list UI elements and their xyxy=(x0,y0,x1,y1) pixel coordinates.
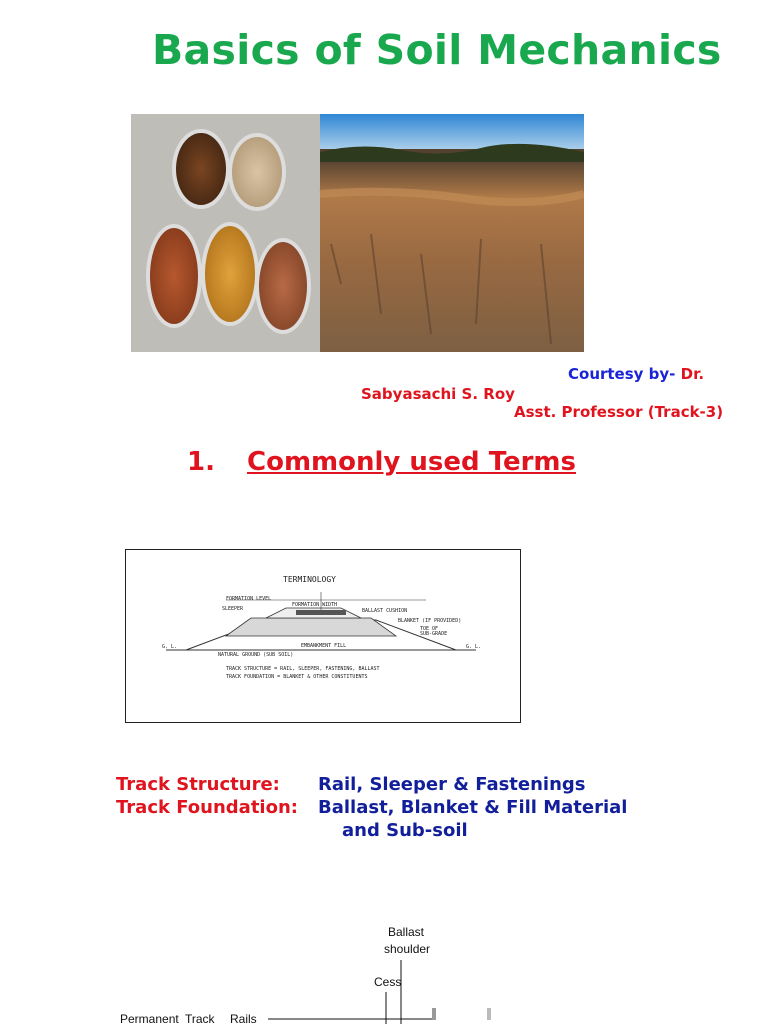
soil-photo-image xyxy=(131,114,584,352)
credit-dr: Dr. xyxy=(680,365,705,383)
label-shoulder: shoulder xyxy=(384,942,431,956)
credit-prefix: Courtesy by- xyxy=(568,365,676,383)
credit-name: Sabyasachi S. Roy xyxy=(361,385,515,403)
def-term-track-structure: Track Structure: xyxy=(116,774,280,795)
def-value-continuation: and Sub-soil xyxy=(342,820,468,841)
label-formation-width: FORMATION WIDTH xyxy=(292,602,338,608)
def-value-track-foundation: Ballast, Blanket & Fill Material xyxy=(318,797,628,818)
credit-line-1 xyxy=(568,365,704,383)
label-embankment: EMBANKMENT FILL xyxy=(301,643,347,649)
section-heading xyxy=(187,447,576,477)
label-gl-right: G. L. xyxy=(466,644,482,650)
label-gl-left: G. L. xyxy=(162,644,178,650)
section-number: 1. xyxy=(187,447,215,477)
terminology-diagram xyxy=(125,549,521,723)
label-cess: Cess xyxy=(374,975,402,989)
label-ballast-cushion: BALLAST CUSHION xyxy=(362,608,408,614)
def-term-track-foundation: Track Foundation: xyxy=(116,797,298,818)
terminology-title: TERMINOLOGY xyxy=(283,575,336,584)
label-line-1: TRACK STRUCTURE = RAIL, SLEEPER, FASTENING, BALLAST xyxy=(226,666,380,672)
label-toe: TOE OF xyxy=(420,626,439,632)
label-rails: Rails xyxy=(230,1012,257,1024)
track-components-drawing xyxy=(110,920,510,1024)
label-ballast: Ballast xyxy=(388,925,425,939)
soil-photo xyxy=(131,114,584,352)
page-title: Basics of Soil Mechanics xyxy=(152,26,722,74)
section-title: Commonly used Terms xyxy=(247,447,576,477)
label-sleeper: SLEEPER xyxy=(222,606,244,612)
label-formation-level: FORMATION LEVEL xyxy=(226,596,272,602)
label-subgrade: SUB-GRADE xyxy=(420,631,448,637)
def-value-track-structure: Rail, Sleeper & Fastenings xyxy=(318,774,586,795)
label-blanket: BLANKET (IF PROVIDED) xyxy=(398,618,462,624)
credit-position: Asst. Professor (Track-3) xyxy=(514,403,724,421)
terminology-drawing xyxy=(126,550,520,722)
label-track: Track xyxy=(185,1012,215,1024)
label-natural-ground: NATURAL GROUND (SUB SOIL) xyxy=(218,652,294,658)
track-components-diagram xyxy=(110,920,510,1024)
label-line-2: TRACK FOUNDATION = BLANKET & OTHER CONSTITUENTS xyxy=(226,674,368,680)
label-permanent: Permanent xyxy=(120,1012,179,1024)
